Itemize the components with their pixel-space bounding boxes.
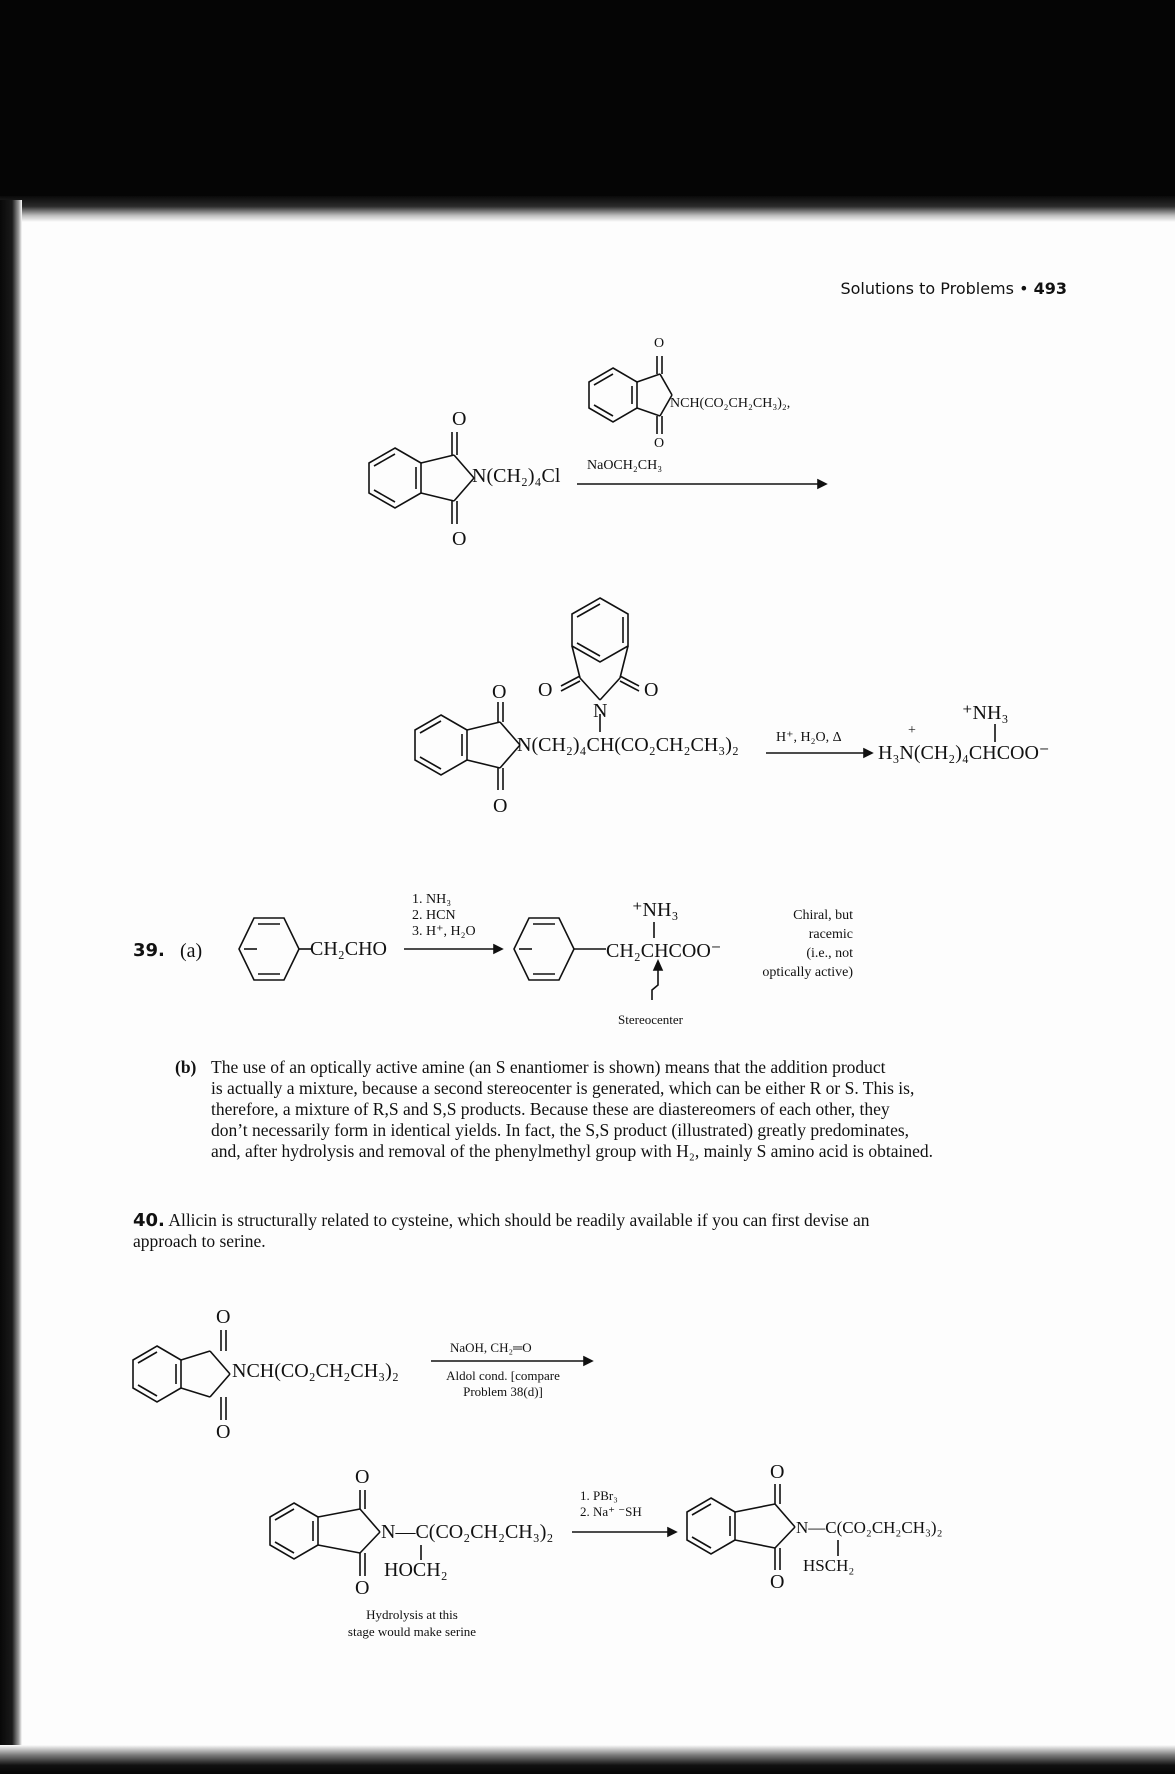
running-title: Solutions to Problems xyxy=(840,279,1014,298)
nitrogen-label: N xyxy=(593,700,608,722)
paragraph-line: The use of an optically active amine (an S enantiomer is shown) means that the addition product xyxy=(211,1057,886,1077)
step-3: 3. H⁺, H₂O xyxy=(412,924,476,939)
oxygen-label: O xyxy=(355,1466,370,1488)
problem40-product: N—C(CO₂CH₂CH₃)₂ xyxy=(796,1518,943,1537)
paragraph-line: approach to serine. xyxy=(133,1231,266,1251)
scheme2-product: H₃N(CH₂)₄CHCOO⁻ xyxy=(878,742,1050,764)
problem40-text xyxy=(133,1210,1073,1252)
phthalimide-ring-reagent xyxy=(589,356,672,434)
step-2: 2. HCN xyxy=(412,908,456,923)
problem40-reactant: NCH(CO₂CH₂CH₃)₂ xyxy=(232,1360,399,1382)
scheme2-product-amine: ⁺NH₃ xyxy=(962,702,1009,724)
scheme1-reagent-top: NCH(CO₂CH₂CH₃)₂, xyxy=(670,396,791,411)
oxygen-label: O xyxy=(452,528,467,550)
oxygen-label: O xyxy=(355,1577,370,1599)
phenyl-ring-39a-product xyxy=(514,918,606,980)
problem40-reagent-bottom xyxy=(433,1368,573,1400)
step-1: 1. PBr₃ xyxy=(580,1488,618,1503)
oxygen-label: O xyxy=(216,1421,231,1443)
oxygen-label: O xyxy=(654,436,665,451)
oxygen-label: O xyxy=(538,679,553,701)
stereocenter-arrow xyxy=(652,968,658,1000)
problem39-steps xyxy=(412,892,476,940)
page-number: 493 xyxy=(1033,279,1067,298)
problem40-product-sub: HSCH₂ xyxy=(803,1556,855,1575)
problem39-reactant: CH₂CHO xyxy=(310,938,387,960)
phthalimide-ring-1 xyxy=(369,432,474,524)
oxygen-label: O xyxy=(492,681,507,703)
chirality-note xyxy=(733,906,853,982)
step-1: 1. NH₃ xyxy=(412,892,452,907)
problem40-steps xyxy=(580,1488,642,1520)
part-b-label: (b) xyxy=(175,1057,197,1077)
phthalimide-ring-40 xyxy=(133,1330,230,1420)
problem-number-39: 39. xyxy=(133,940,165,961)
oxygen-label: O xyxy=(770,1461,785,1483)
scheme1-reagent-bottom: NaOCH₂CH₃ xyxy=(587,458,663,473)
problem40-reagent-top: NaOH, CH₂═O xyxy=(450,1340,532,1355)
scheme1-reactant: N(CH₂)₄Cl xyxy=(472,465,561,487)
note-line: racemic xyxy=(808,927,853,942)
note-line: stage would make serine xyxy=(347,1624,477,1639)
header-bullet: • xyxy=(1019,279,1029,298)
paragraph-line: therefore, a mixture of R,S and S,S products. Because these are diastereomers of each other, they xyxy=(211,1099,890,1119)
note-line: Chiral, but xyxy=(793,908,853,923)
oxygen-label: O xyxy=(452,408,467,430)
problem40-intermediate: N—C(CO₂CH₂CH₃)₂ xyxy=(381,1521,554,1543)
problem-number-40: 40. xyxy=(133,1210,165,1231)
paragraph-line: and, after hydrolysis and removal of the phenylmethyl group with H₂, mainly S amino acid is obtained. xyxy=(211,1141,933,1161)
scheme2-product-charge: + xyxy=(908,723,916,738)
phthalimide-ring-2 xyxy=(415,702,520,790)
part-b-paragraph xyxy=(175,1057,1095,1162)
part-a-label: (a) xyxy=(180,940,203,962)
scheme2-conditions: H⁺, H₂O, Δ xyxy=(776,730,842,745)
oxygen-label: O xyxy=(216,1306,231,1328)
note-line: (i.e., not xyxy=(806,946,853,961)
reagent-line: Aldol cond. [compare xyxy=(446,1368,560,1383)
paragraph-line: Allicin is structurally related to cysteine, which should be readily available if you can first devise an xyxy=(168,1210,870,1230)
scheme2-intermediate: N(CH₂)₄CH(CO₂CH₂CH₃)₂ xyxy=(517,734,739,756)
stereocenter-label: Stereocenter xyxy=(618,1012,683,1027)
serine-note xyxy=(322,1606,502,1640)
oxygen-label: O xyxy=(770,1571,785,1593)
oxygen-label: O xyxy=(493,795,508,817)
paragraph-line: don’t necessarily form in identical yields. In fact, the S,S product (illustrated) greatly predominates, xyxy=(211,1120,910,1140)
oxygen-label: O xyxy=(644,679,659,701)
reagent-line: Problem 38(d)] xyxy=(463,1384,543,1399)
problem39-product-amine: ⁺NH₃ xyxy=(632,899,679,921)
phenyl-ring-39a xyxy=(239,918,311,980)
oxygen-label: O xyxy=(654,336,665,351)
paragraph-line: is actually a mixture, because a second stereocenter is generated, which can be either R or S. This is, xyxy=(211,1078,915,1098)
problem40-intermediate-sub: HOCH₂ xyxy=(384,1559,448,1581)
note-line: Hydrolysis at this xyxy=(366,1607,458,1622)
problem39-product: CH₂CHCOO⁻ xyxy=(606,940,722,962)
step-2: 2. Na⁺ ⁻SH xyxy=(580,1504,642,1519)
note-line: optically active) xyxy=(762,965,853,980)
